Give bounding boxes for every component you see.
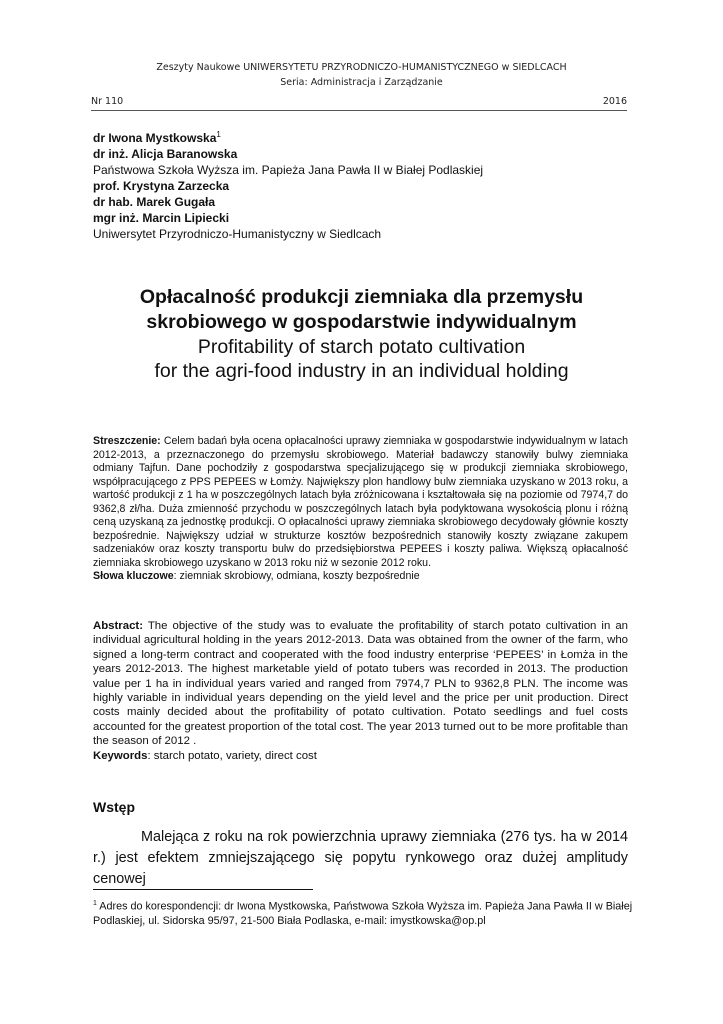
header-divider (91, 110, 627, 111)
abstract-paragraph (93, 619, 628, 749)
abstract-text: The objective of the study was to evaluate the profitability of starch potato cultivation in an individual agricultural holding in the years 2012-2013. Data was obtained from the owner of the farm, who signed a long-term contract and cooperated with the food industry enterprise ‘PEPEES’ in Łomża in the years 2012-2013. The highest marketable yield of potato tubers was recorded in 2013. The production value per 1 ha in individual years varied and ranged from 7974,7 PLN to 9362,8 PLN. The income was highly variable in individual years depending on the yield level and the price per unit production. Direct costs mainly decided about the profitability of potato cultivation. Potato seedlings and fuel costs accounted for the greatest proportion of the total cost. The year 2013 turned out to be more profitable than the season of 2012 . (93, 620, 628, 748)
footnote-text: Adres do korespondencji: dr Iwona Mystkowska, Państwowa Szkoła Wyższa im. Papieża Jana Pawła II w Białej Podlaskiej, ul. Sidorska 95/97, 21-500 Biała Podlaska, e-mail: imystkowska@op.pl (93, 900, 633, 927)
keywords-text: : starch potato, variety, direct cost (147, 749, 317, 762)
author-name: dr hab. Marek Gugała (93, 195, 216, 209)
footnote (93, 897, 633, 928)
author-name: mgr inż. Marcin Lipiecki (93, 211, 230, 225)
keywords-line (93, 749, 628, 763)
issue-year: 2016 (602, 96, 627, 107)
abstract-english (93, 619, 628, 763)
journal-series: Seria: Administracja i Zarządzanie (280, 77, 443, 88)
author-list (93, 127, 483, 242)
issue-number: Nr 110 (91, 96, 124, 107)
footnote-marker: 1 (216, 130, 221, 139)
abstract-polish (93, 435, 628, 584)
keywords-line (93, 570, 628, 584)
abstract-text: Celem badań była ocena opłacalności uprawy ziemniaka w gospodarstwie indywidualnym w latach 2012-2013, a przeznaczonego do przemysłu skrobiowego. Materiał badawczy stanowiły bulwy ziemniaka odmiany Tajfun. Dane pochodziły z gospodarstwa specjalizującego się w produkcji ziemniaka skrobiowego, współpracującego z PPS PEPEES w Łomży. Największy plon handlowy bulw ziemniaka uzyskano w 2013 roku, a wartość produkcji z 1 ha w poszczególnych latach była zróżnicowana i kształtowała się na poziomie od 7974,7 do 9362,8 zł/ha. Duża zmienność przychodu w poszczególnych latach była podyktowana wysokością plonu i różną ceną uzyskaną za jednostkę produkcji. O opłacalności uprawy ziemniaka skrobiowego decydowały głównie koszty bezpośrednie. Największy udział w strukturze kosztów bezpośrednich stanowiły koszty związane zakupem sadzeniaków oraz koszty transportu bulw do przedsiębiorstwa PEPEES i koszty paliwa. Większą opłacalność ziemniaka skrobiowego uzyskano w 2013 roku niż w sezonie 2012 roku. (93, 435, 628, 569)
abstract-paragraph (93, 435, 628, 570)
title-polish-line: Opłacalność produkcji ziemniaka dla przemysłu (139, 286, 584, 308)
abstract-label: Streszczenie: (93, 435, 161, 447)
title-english-line: for the agri-food industry in an individual holding (154, 360, 569, 382)
body-paragraph: Malejąca z roku na rok powierzchnia uprawy ziemniaka (276 tys. ha w 2014 r.) jest efektem zmniejszającego się popytu rynkowego oraz dużej amplitudy cenowej (93, 829, 628, 887)
keywords-text: : ziemniak skrobiowy, odmiana, koszty bezpośrednie (173, 570, 420, 582)
keywords-label: Słowa kluczowe (93, 570, 174, 582)
title-english-line: Profitability of starch potato cultivation (197, 336, 526, 358)
author-name: dr inż. Alicja Baranowska (93, 147, 238, 161)
affiliation: Uniwersytet Przyrodniczo-Humanistyczny w Siedlcach (93, 227, 382, 241)
author-name: prof. Krystyna Zarzecka (93, 179, 230, 193)
footnote-divider (93, 889, 313, 890)
author-line (93, 127, 483, 146)
author-name: dr Iwona Mystkowska (93, 131, 217, 145)
footnote-marker: 1 (93, 900, 97, 907)
paper-title (60, 285, 663, 383)
abstract-label: Abstract: (93, 620, 144, 632)
section-heading: Wstęp (93, 799, 135, 815)
journal-title: Zeszyty Naukowe UNIWERSYTETU PRZYRODNICZO-HUMANISTYCZNEGO w SIEDLCACH (156, 62, 567, 73)
affiliation: Państwowa Szkoła Wyższa im. Papieża Jana Pawła II w Białej Podlaskiej (93, 163, 484, 177)
title-polish-line: skrobiowego w gospodarstwie indywidualnym (146, 311, 577, 333)
keywords-label: Keywords (93, 749, 148, 762)
